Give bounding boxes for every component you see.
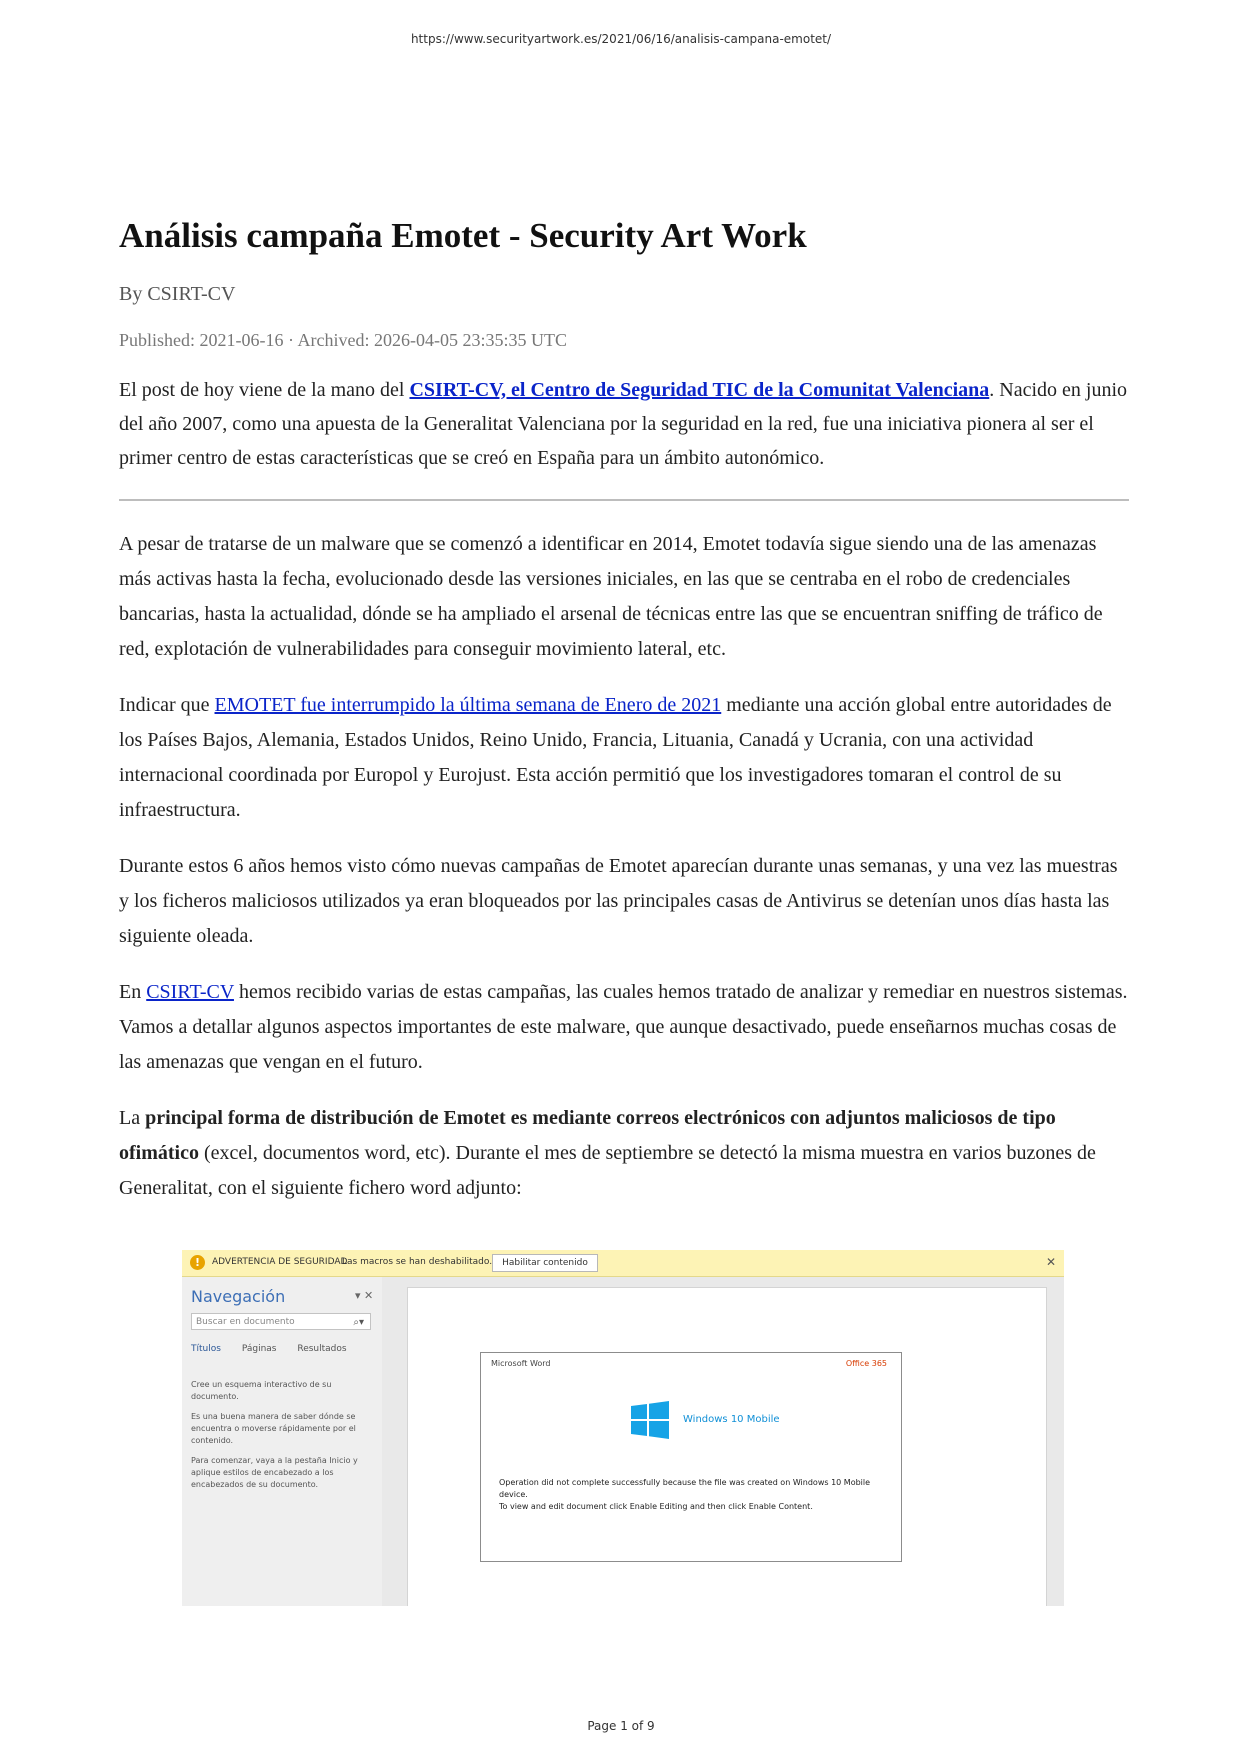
paragraph-2-post: mediante una acción global entre autoridades de los Países Bajos, Alemania, Estados Unidos, Reino Unido, Francia, Lituania, Canadá y Ucrania, con una actividad internacional coordinada por Europol y Eurojust. Esta acción permitió que los investigadores tomaran el control de su infraestructura. [119, 694, 1112, 821]
windows-logo-icon [631, 1401, 669, 1439]
warning-icon: ! [190, 1255, 205, 1270]
article-byline: By CSIRT-CV [119, 283, 236, 305]
paragraph-4-post: hemos recibido varias de estas campañas, las cuales hemos tratado de analizar y remediar en nuestros sistemas. Vamos a detallar algunos aspectos importantes de este malware, que aunque desactivado, puede enseñarnos muchas cosas de las amenazas que vengan en el futuro. [119, 981, 1128, 1073]
article-title: Análisis campaña Emotet - Security Art Work [119, 216, 807, 255]
dialog-message [499, 1477, 894, 1513]
navigation-help-2: Es una buena manera de saber dónde se encuentra o moverse rápidamente por el contenido. [191, 1412, 356, 1445]
article-meta: Published: 2021-06-16 · Archived: 2026-04-05 23:35:35 UTC [119, 330, 567, 350]
paragraph-5-post: (excel, documentos word, etc). Durante el mes de septiembre se detectó la misma muestra en varios buzones de Generalitat, con el siguiente fichero word adjunto: [119, 1142, 1096, 1199]
navigation-search-field [191, 1313, 371, 1330]
warning-text: Las macros se han deshabilitado. [342, 1257, 493, 1267]
navigation-pane [182, 1277, 382, 1606]
paragraph-5-bold: principal forma de distribución de Emotet es mediante correos electrónicos con adjuntos maliciosos de tipo ofimático [119, 1107, 1056, 1164]
dialog-message-line-2: To view and edit document click Enable Editing and then click Enable Content. [499, 1502, 813, 1511]
navigation-tabs [191, 1344, 365, 1354]
paragraph-4-pre: En [119, 981, 147, 1003]
document-page [407, 1287, 1047, 1606]
navigation-search-placeholder: Buscar en documento [196, 1317, 295, 1327]
fake-office-dialog [480, 1352, 902, 1562]
dialog-title: Microsoft Word [491, 1359, 551, 1368]
page-url: https://www.securityartwork.es/2021/06/16/analisis-campana-emotet/ [410, 32, 832, 46]
paragraph-5-pre: La [119, 1107, 146, 1129]
article [119, 208, 1129, 1227]
dialog-message-line-1: Operation did not complete successfully because the file was created on Windows 10 Mobile device. [499, 1478, 871, 1499]
security-warning-bar [182, 1250, 1064, 1277]
paragraph-4 [119, 975, 1129, 1080]
word-document-screenshot [182, 1250, 1064, 1606]
search-icon: ⌕▾ [353, 1317, 364, 1328]
tab-resultados: Resultados [297, 1344, 347, 1354]
paragraph-2-pre: Indicar que [119, 694, 215, 716]
section-divider [119, 499, 1129, 501]
paragraph-1: A pesar de tratarse de un malware que se comenzó a identificar en 2014, Emotet todavía sigue siendo una de las amenazas más activas hasta la fecha, evolucionado desde las versiones iniciales, en las que se centraba en el robo de credenciales bancarias, hasta la actualidad, dónde se ha ampliado el arsenal de técnicas entre las que se encuentran sniffing de tráfico de red, explotación de vulnerabilidades para conseguir movimiento lateral, etc. [119, 533, 1103, 660]
paragraph-3: Durante estos 6 años hemos visto cómo nuevas campañas de Emotet aparecían durante unas semanas, y una vez las muestras y los ficheros maliciosos utilizados ya eran bloqueados por las principales casas de Antivirus se detenían unos días hasta las siguiente oleada. [119, 855, 1118, 947]
csirt-cv-link[interactable]: CSIRT-CV, el Centro de Seguridad TIC de la Comunitat Valenciana [409, 379, 990, 401]
tab-titulos: Títulos [191, 1344, 221, 1354]
close-icon: ✕ [1045, 1255, 1056, 1269]
pane-controls-icon: ▾ ✕ [355, 1289, 374, 1302]
intro-text-pre: El post de hoy viene de la mano del [119, 379, 410, 401]
navigation-help-1: Cree un esquema interactivo de su documento. [191, 1380, 332, 1401]
paragraph-2 [119, 688, 1129, 828]
csirt-cv-inline-link[interactable]: CSIRT-CV [146, 981, 234, 1003]
dialog-product-name: Windows 10 Mobile [683, 1414, 780, 1425]
emotet-disruption-link[interactable]: EMOTET fue interrumpido la última semana de Enero de 2021 [214, 694, 722, 716]
enable-content-button: Habilitar contenido [492, 1254, 598, 1272]
page-number: Page 1 of 9 [587, 1719, 655, 1733]
intro-text-post: . Nacido en junio del año 2007, como una apuesta de la Generalitat Valenciana por la seguridad en la red, fue una iniciativa pionera al ser el primer centro de estas características que se creó en España para un ámbito autonómico. [119, 379, 1127, 469]
intro-paragraph [119, 373, 1129, 475]
dialog-brand: Office 365 [845, 1359, 887, 1368]
navigation-help-text [191, 1379, 366, 1499]
paragraph-5 [119, 1101, 1129, 1206]
warning-title: ADVERTENCIA DE SEGURIDAD [212, 1257, 348, 1267]
navigation-help-3: Para comenzar, vaya a la pestaña Inicio y aplique estilos de encabezado a los encabezados de su documento. [191, 1456, 358, 1489]
tab-paginas: Páginas [241, 1344, 277, 1354]
navigation-title: Navegación [191, 1287, 286, 1306]
